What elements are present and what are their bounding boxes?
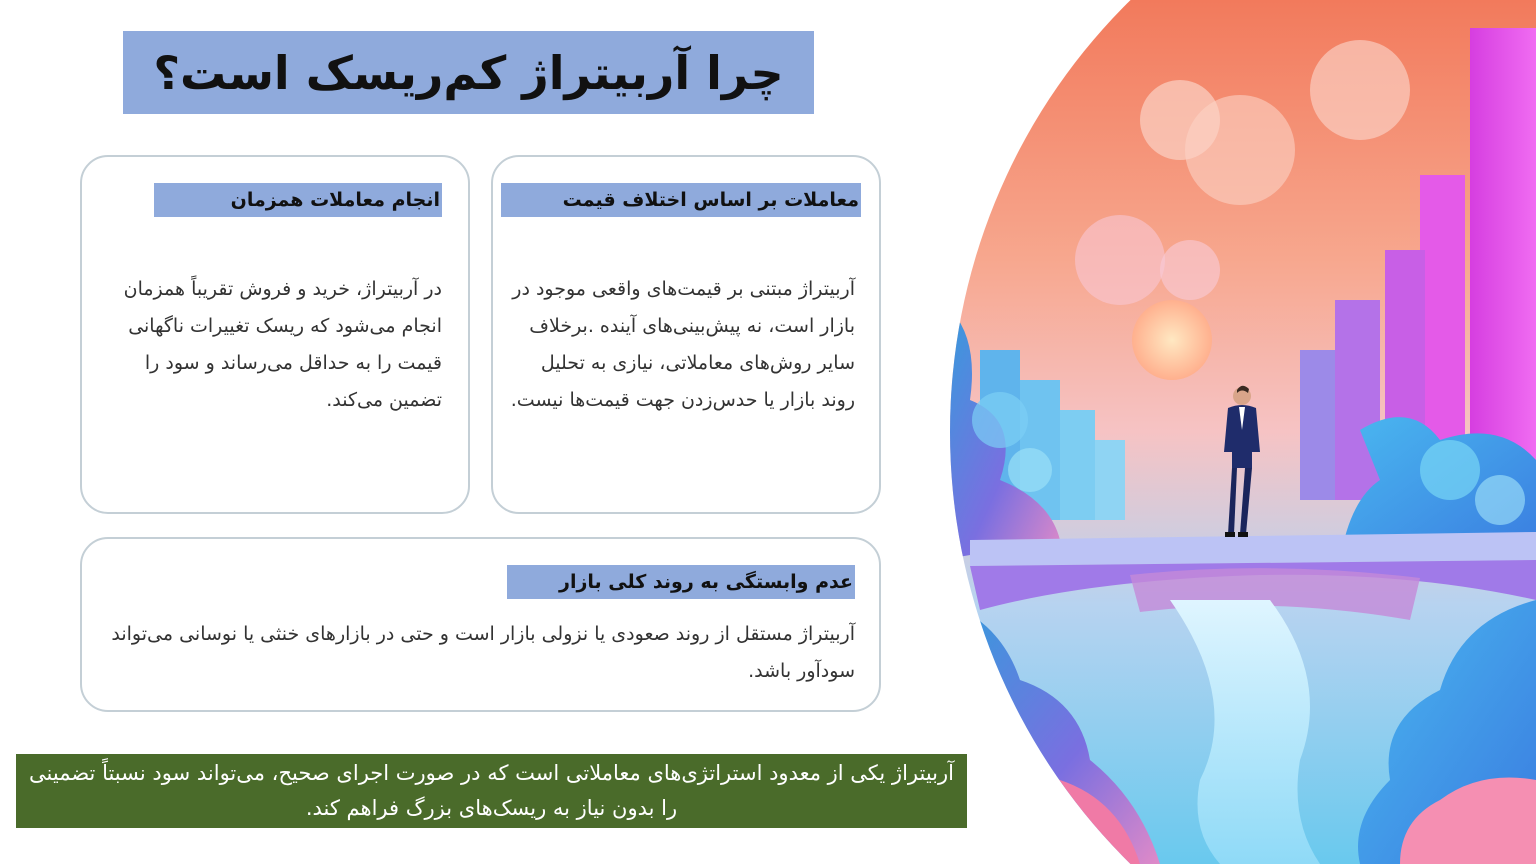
card-price-difference [491,155,881,514]
card-body-simultaneous-trades: در آربیتراژ، خرید و فروش تقریباً همزمان انجام می‌شود که ریسک تغییرات ناگهانی قیمت را به حداقل می‌رساند و سود را تضمین می‌کند. [123,278,442,411]
summary-box [16,754,967,828]
card-body-market-independence: آربیتراژ مستقل از روند صعودی یا نزولی بازار است و حتی در بازارهای خنثی یا نوسانی می‌تواند سودآور باشد. [111,623,855,682]
card-market-independence [80,537,881,712]
card-body-price-difference: آربیتراژ مبتنی بر قیمت‌های واقعی موجود در بازار است، نه پیش‌بینی‌های آینده .برخلاف سایر روش‌های معاملاتی، نیازی به تحلیل روند بازار یا حدس‌زدن جهت قیمت‌ها نیست. [510,278,855,411]
businessman-on-bridge-illustration [940,0,1536,864]
slide-title-box [123,31,814,114]
card-heading-price-difference: معاملات بر اساس اختلاف قیمت [501,183,861,217]
slide-title: چرا آربیتراژ کم‌ریسک است؟ [153,45,784,100]
summary-text: آربیتراژ یکی از معدود استراتژی‌های معاملاتی است که در صورت اجرای صحیح، می‌تواند سود نسبتاً تضمینی را بدون نیاز به ریسک‌های بزرگ فراهم کند. [29,761,954,820]
card-heading-simultaneous-trades: انجام معاملات همزمان [154,183,442,217]
card-simultaneous-trades [80,155,470,514]
card-heading-market-independence: عدم وابستگی به روند کلی بازار [507,565,855,599]
